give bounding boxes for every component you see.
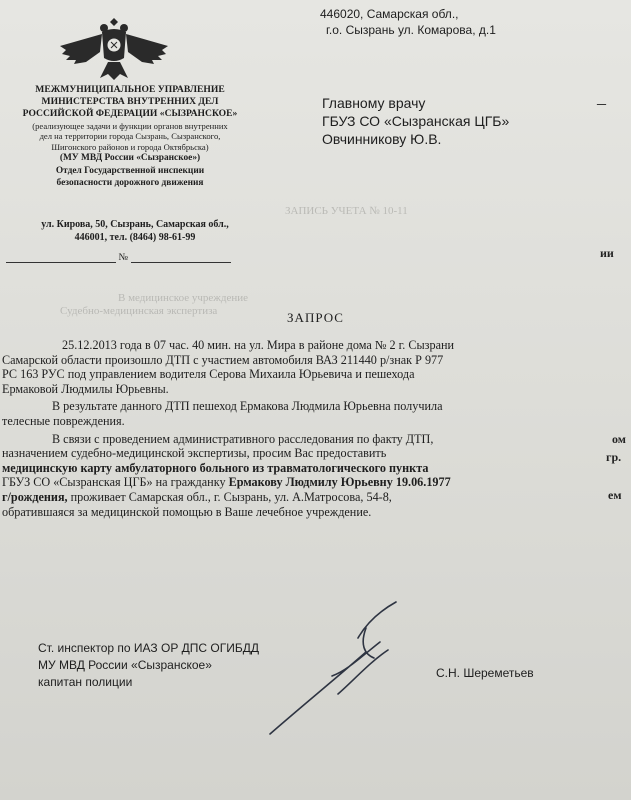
body-line bbox=[2, 475, 550, 490]
number-blank bbox=[131, 252, 231, 263]
registration-line bbox=[6, 252, 246, 263]
body-line: В результате данного ДТП пешеход Ермакова Людмила Юрьевна получила bbox=[52, 399, 443, 414]
body-text: ГБУЗ СО «Сызранская ЦГБ» на гражданку bbox=[2, 475, 226, 490]
edge-fragment: ем bbox=[608, 488, 622, 502]
body-line: назначением судебно-медицинской экспертизы, просим Вас предоставить bbox=[2, 446, 387, 461]
body-line: Ермаковой Людмилы Юрьевны. bbox=[2, 381, 169, 396]
body-line: обратившаяся за медицинской помощью в Ваше лечебное учреждение. bbox=[2, 504, 372, 519]
recipient-address-line: 446020, Самарская обл., bbox=[320, 7, 459, 21]
number-sign: № bbox=[118, 252, 129, 263]
signature-block bbox=[38, 640, 259, 691]
document-body bbox=[2, 338, 550, 519]
signatory-rank: капитан полиции bbox=[38, 675, 133, 689]
recipient-block bbox=[322, 94, 509, 148]
signatory-position: Ст. инспектор по ИАЗ ОР ДПС ОГИБДД bbox=[38, 641, 260, 655]
body-line: В связи с проведением административного расследования по факту ДТП, bbox=[52, 431, 434, 446]
bleed-through-text: ЗАПИСЬ УЧЕТА № 10-11 bbox=[285, 205, 408, 217]
body-line bbox=[2, 490, 550, 505]
body-line: 25.12.2013 года в 07 час. 40 мин. на ул. Мира в районе дома № 2 г. Сызрани bbox=[62, 338, 455, 352]
edge-fragment: ом bbox=[612, 432, 626, 446]
body-line: телесные повреждения. bbox=[2, 413, 125, 428]
sender-address-line: ул. Кирова, 50, Сызрань, Самарская обл., bbox=[41, 219, 229, 230]
date-blank bbox=[6, 252, 116, 263]
handwritten-signature bbox=[262, 598, 412, 738]
body-line: РС 163 РУС под управлением водителя Серова Михаила Юрьевича и пешехода bbox=[2, 367, 415, 382]
bleed-through-text: Судебно-медицинская экспертиза bbox=[60, 305, 218, 317]
double-headed-eagle-icon bbox=[58, 12, 170, 84]
department-line: безопасности дорожного движения bbox=[56, 177, 204, 188]
patient-name-dob: Ермакову Людмилу Юрьевну 19.06.1977 bbox=[228, 475, 451, 490]
recipient-address-line: г.о. Сызрань ул. Комарова, д.1 bbox=[326, 23, 496, 37]
paragraph-injury bbox=[2, 399, 550, 428]
department-line: Отдел Государственной инспекции bbox=[55, 165, 205, 176]
edge-fragment: ии bbox=[600, 246, 614, 260]
sender-address bbox=[0, 218, 270, 244]
signatory-organization: МУ МВД России «Сызранское» bbox=[38, 658, 212, 672]
body-text: проживает Самарская обл., г. Сызрань, ул. А.Матросова, 54-8, bbox=[70, 489, 392, 504]
scope-line: (реализующее задачи и функции органов внутренних bbox=[32, 120, 228, 131]
agency-line: МИНИСТЕРСТВА ВНУТРЕННИХ ДЕЛ bbox=[41, 96, 219, 108]
recipient-position: Главному врачу bbox=[322, 95, 426, 111]
document-title: ЗАПРОС bbox=[287, 310, 344, 325]
sender-agency-block bbox=[0, 84, 260, 189]
paragraph-request bbox=[2, 431, 550, 520]
recipient-name: Овчинникову Ю.В. bbox=[322, 131, 442, 147]
dash-mark: – bbox=[597, 93, 606, 113]
patient-dob-suffix: г/рождения, bbox=[2, 489, 68, 504]
body-line: медицинскую карту амбулаторного больного из травматологического пункта bbox=[2, 460, 429, 475]
agency-short-name: (МУ МВД России «Сызранское») bbox=[59, 153, 201, 164]
scope-line: Шигонского районов и города Октябрьска) bbox=[51, 141, 209, 152]
bleed-through-text: В медицинское учреждение bbox=[118, 292, 249, 304]
sender-address-line: 446001, тел. (8464) 98-61-99 bbox=[74, 232, 196, 243]
paragraph-incident bbox=[2, 338, 550, 396]
body-line: Самарской области произошло ДТП с участием автомобиля ВАЗ 211440 р/знак Р 977 bbox=[2, 352, 444, 367]
edge-fragment: гр. bbox=[606, 450, 622, 464]
agency-line: МЕЖМУНИЦИПАЛЬНОЕ УПРАВЛЕНИЕ bbox=[35, 84, 225, 95]
scope-line: дел на территории города Сызрань, Сызранского, bbox=[39, 131, 221, 142]
recipient-address bbox=[320, 6, 496, 38]
signatory-name: С.Н. Шереметьев bbox=[436, 666, 534, 680]
recipient-organization: ГБУЗ СО «Сызранская ЦГБ» bbox=[322, 113, 510, 129]
agency-line: РОССИЙСКОЙ ФЕДЕРАЦИИ «СЫЗРАНСКОЕ» bbox=[22, 108, 238, 120]
